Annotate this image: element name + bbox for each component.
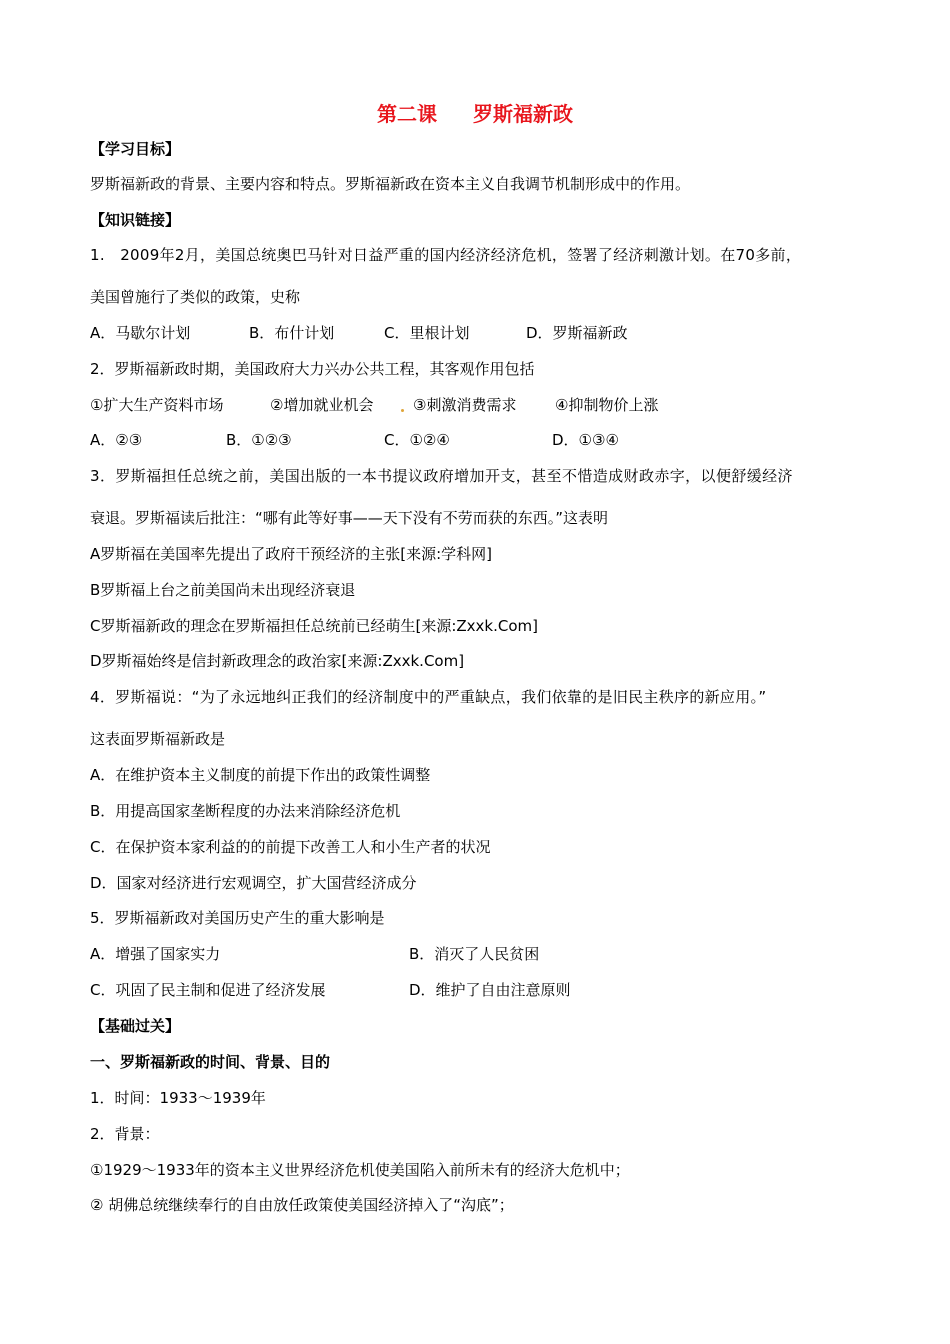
title-topic: 罗斯福新政 [473,102,573,126]
title-lesson: 第二课 [377,102,437,126]
q2-item-1: ①扩大生产资料市场 [90,396,224,414]
q5-option-d: D．维护了自由注意原则 [409,981,571,999]
q1-stem-line1: 1. 2009年2月，美国总统奥巴马针对日益严重的国内经济经济危机，签署了经济刺激计划。在70多前， [90,246,802,264]
q2-option-d: D．①③④ [552,431,619,449]
q4-option-c: C．在保护资本家利益的的前提下改善工人和小生产者的状况 [90,838,491,856]
part1-heading: 一、罗斯福新政的时间、背景、目的 [90,1053,331,1071]
q2-item-2: ②增加就业机会 [270,396,374,414]
section-heading-goals: 【学习目标】 [90,140,181,158]
q2-item-3: ③刺激消费需求 [413,396,517,414]
part1-time: 1．时间：1933～1939年 [90,1089,266,1107]
q3-stem-line1: 3．罗斯福担任总统之前，美国出版的一本书提议政府增加开支，甚至不惜造成财政赤字，以便舒缓经济 [90,467,793,485]
q1-option-c: C．里根计划 [384,324,470,342]
q2-item-4: ④抑制物价上涨 [555,396,659,414]
q3-option-c: C罗斯福新政的理念在罗斯福担任总统前已经萌生[来源:Zxxk.Com] [90,617,538,635]
q5-option-b: B．消灭了人民贫困 [409,945,540,963]
q3-option-d: D罗斯福始终是信封新政理念的政治家[来源:Zxxk.Com] [90,652,465,670]
part1-background-item-2: ② 胡佛总统继续奉行的自由放任政策使美国经济掉入了“沟底”； [90,1196,514,1214]
q2-option-a: A．②③ [90,431,143,449]
q5-stem: 5．罗斯福新政对美国历史产生的重大影响是 [90,909,385,927]
q2-option-b: B．①②③ [226,431,292,449]
q3-stem-line2: 衰退。罗斯福读后批注：“哪有此等好事——天下没有不劳而获的东西。”这表明 [90,509,609,527]
goals-text: 罗斯福新政的背景、主要内容和特点。罗斯福新政在资本主义自我调节机制形成中的作用。 [90,175,691,193]
q4-option-d: D．国家对经济进行宏观调空，扩大国营经济成分 [90,874,417,892]
q1-option-d: D．罗斯福新政 [526,324,628,342]
q1-stem-line2: 美国曾施行了类似的政策，史称 [90,288,301,306]
section-heading-links: 【知识链接】 [90,211,181,229]
part1-background-item-1: ①1929～1933年的资本主义世界经济危机使美国陷入前所未有的经济大危机中； [90,1161,630,1179]
q4-option-b: B．用提高国家垄断程度的办法来消除经济危机 [90,802,401,820]
q4-stem-line1: 4．罗斯福说：“为了永远地纠正我们的经济制度中的严重缺点，我们依靠的是旧民主秩序的新应用。” [90,688,767,706]
page-title [0,98,950,127]
stray-mark-dot [401,409,404,412]
q4-stem-line2: 这表面罗斯福新政是 [90,730,226,748]
part1-background-label: 2．背景： [90,1125,160,1143]
q1-option-b: B．布什计划 [249,324,335,342]
q3-option-a: A罗斯福在美国率先提出了政府干预经济的主张[来源:学科网] [90,545,493,563]
q5-option-c: C．巩固了民主制和促进了经济发展 [90,981,326,999]
q3-option-b: B罗斯福上台之前美国尚未出现经济衰退 [90,581,356,599]
section-heading-basic: 【基础过关】 [90,1017,181,1035]
q5-option-a: A．增强了国家实力 [90,945,221,963]
q2-option-c: C．①②④ [384,431,450,449]
q4-option-a: A．在维护资本主义制度的前提下作出的政策性调整 [90,766,431,784]
q1-option-a: A．马歇尔计划 [90,324,191,342]
q2-stem: 2．罗斯福新政时期，美国政府大力兴办公共工程，其客观作用包括 [90,360,535,378]
